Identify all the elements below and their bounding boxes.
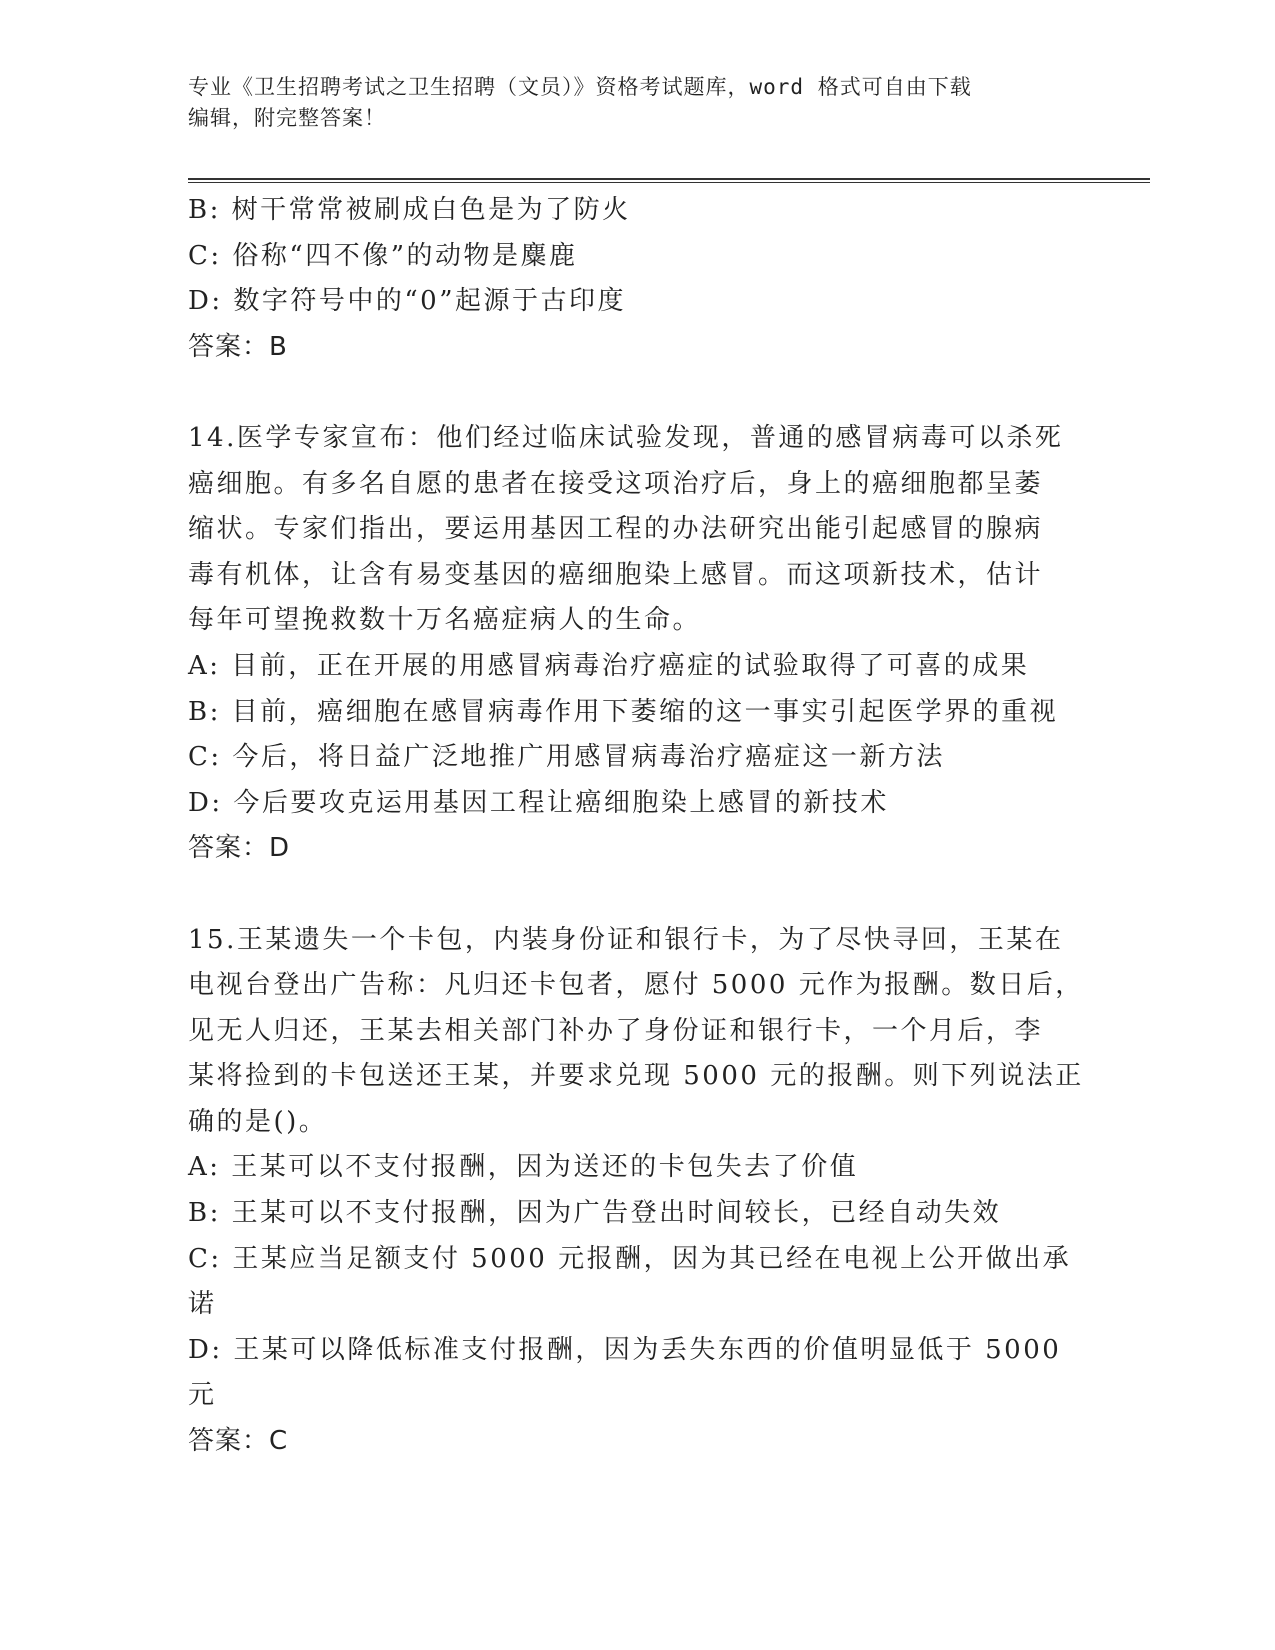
q15-stem-line: 某将捡到的卡包送还王某，并要求兑现 5000 元的报酬。则下列说法正: [188, 1061, 1084, 1092]
question-15: [188, 918, 1084, 1465]
q14-stem-line: 毒有机体，让含有易变基因的癌细胞染上感冒。而这项新技术，估计: [188, 559, 1044, 590]
document-body: [188, 188, 1084, 1465]
question-14: [188, 416, 1078, 872]
q13-option-d: D: 数字符号中的“0”起源于古印度: [188, 286, 626, 317]
q15-option-c-line: C: 王某应当足额支付 5000 元报酬，因为其已经在电视上公开做出承: [188, 1243, 1072, 1274]
header-line-2: 编辑，附完整答案！: [188, 106, 386, 130]
q15-option-a: A: 王某可以不支付报酬，因为送还的卡包失去了价值: [188, 1152, 859, 1183]
q14-option-a: A: 目前，正在开展的用感冒病毒治疗癌症的试验取得了可喜的成果: [188, 650, 1030, 681]
q14-stem-line: 每年可望挽救数十万名癌症病人的生命。: [188, 605, 702, 636]
q15-stem-line: 电视台登出广告称：凡归还卡包者，愿付 5000 元作为报酬。数日后，: [188, 970, 1084, 1001]
q14-stem-line: 癌细胞。有多名自愿的患者在接受这项治疗后，身上的癌细胞都呈萎: [188, 468, 1044, 499]
q14-option-d: D: 今后要攻克运用基因工程让癌细胞染上感冒的新技术: [188, 787, 889, 818]
q15-answer: 答案：C: [188, 1426, 289, 1457]
q15-stem-line: 15.王某遗失一个卡包，内装身份证和银行卡，为了尽快寻回，王某在: [188, 924, 1064, 955]
q15-option-d-line: D: 王某可以降低标准支付报酬，因为丢失东西的价值明显低于 5000: [188, 1334, 1062, 1365]
spacer: [188, 872, 1078, 918]
q15-stem-line: 见无人归还，王某去相关部门补办了身份证和银行卡，一个月后，李: [188, 1015, 1044, 1046]
q15-option-c-line: 诺: [188, 1289, 217, 1320]
q15-option-b: B: 王某可以不支付报酬，因为广告登出时间较长，已经自动失效: [188, 1198, 1002, 1229]
q14-stem-line: 14.医学专家宣布：他们经过临床试验发现，普通的感冒病毒可以杀死: [188, 422, 1064, 453]
q14-stem-line: 缩状。专家们指出，要运用基因工程的办法研究出能引起感冒的腺病: [188, 514, 1044, 545]
header-line-1: 专业《卫生招聘考试之卫生招聘（文员）》资格考试题库，word 格式可自由下载: [188, 75, 972, 99]
q14-option-c: C: 今后，将日益广泛地推广用感冒病毒治疗癌症这一新方法: [188, 742, 945, 773]
question-13-fragment: [188, 188, 1078, 370]
q14-option-b: B: 目前，癌细胞在感冒病毒作用下萎缩的这一事实引起医学界的重视: [188, 696, 1059, 727]
header-divider-thick: [188, 178, 1150, 180]
q13-option-c: C: 俗称“四不像”的动物是麋鹿: [188, 240, 578, 271]
q13-option-b: B: 树干常常被刷成白色是为了防火: [188, 195, 631, 225]
q15-stem-line: 确的是()。: [188, 1106, 328, 1137]
q15-option-d-line: 元: [188, 1380, 217, 1411]
header-divider: [188, 178, 1150, 184]
document-header: [188, 72, 1088, 134]
header-divider-thin: [188, 182, 1150, 183]
q13-answer: 答案：B: [188, 331, 288, 362]
q14-answer: 答案：D: [188, 833, 291, 864]
spacer: [188, 370, 1078, 416]
